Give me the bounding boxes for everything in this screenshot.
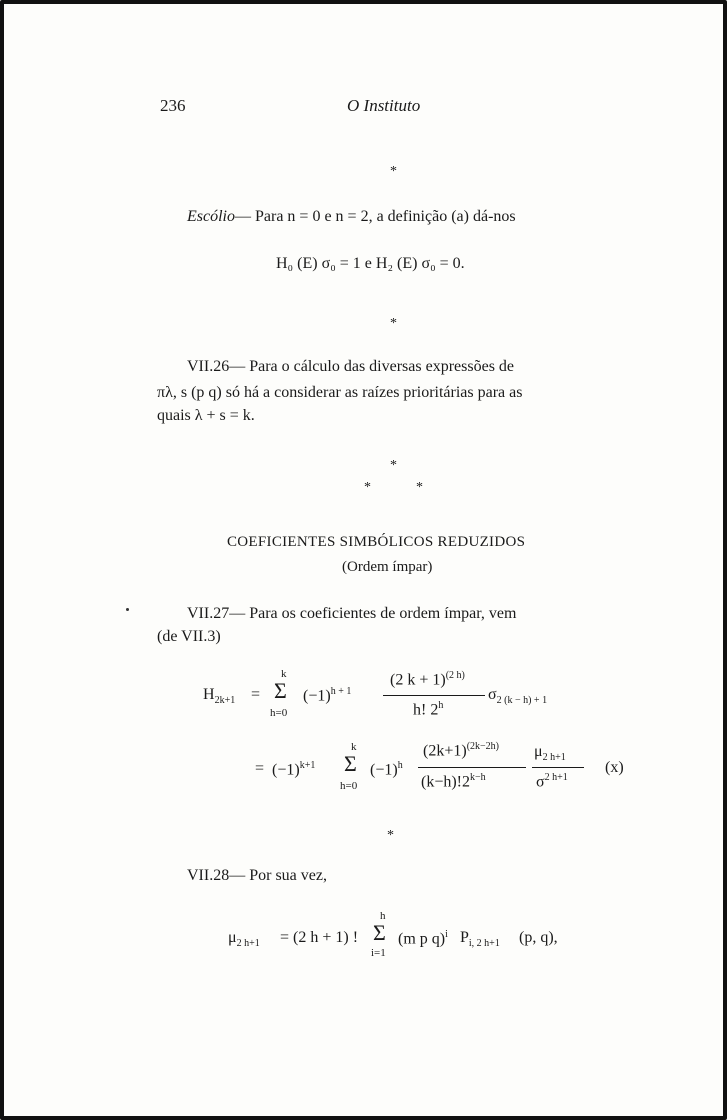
section-subtitle: (Ordem ímpar): [342, 559, 433, 575]
eq2-sum-sign: Σ: [344, 751, 357, 776]
eq2-sign-exponent: h: [397, 760, 403, 771]
vii27-text-1: — Para os coeficientes de ordem ímpar, vem: [229, 605, 517, 622]
escolio-paragraph: [187, 208, 627, 226]
eq2-fraction-bar-1: [418, 767, 526, 768]
eq2-mu-subscript: 2 h+1: [542, 752, 566, 764]
running-title: O Instituto: [347, 96, 421, 115]
eq2-denominator-exponent: k−h: [470, 772, 486, 783]
eq1-lhs: [203, 686, 235, 706]
eq1-denominator-exponent: h: [438, 700, 444, 711]
eq2-denominator: [421, 772, 486, 791]
margin-dot: [126, 608, 129, 611]
eq2-sign-base: (−1): [370, 761, 398, 779]
page-number: 236: [160, 96, 186, 115]
eq1-sum-sign: Σ: [274, 678, 287, 703]
vii26-number: VII.26: [187, 358, 230, 375]
eq1-numerator-exponent: (2 h): [445, 670, 465, 681]
eq3-sum-sign: Σ: [373, 920, 386, 945]
eq1-sign-base: (−1): [303, 687, 331, 705]
eq2-sign: [370, 760, 403, 779]
eq1-sign: [303, 686, 351, 705]
eq1-sigma-subscript: 2 (k − h) + 1: [496, 695, 548, 707]
separator-asterisk: *: [387, 828, 394, 843]
eq1-sum-upper: k: [281, 668, 287, 680]
vii26-line2: πλ, s (p q) só há a considerar as raízes prioritárias para as: [157, 384, 523, 401]
escolio-formula: H₀ (E) σ₀ = 1 e H₂ (E) σ₀ = 0.: [276, 255, 465, 272]
eq1-lhs-symbol: H: [203, 686, 215, 703]
eq1-denominator: [413, 700, 443, 719]
eq1-lhs-subscript: 2k+1: [214, 695, 236, 707]
eq1-sigma: [488, 686, 547, 706]
eq2-factor-base: (−1): [272, 761, 300, 779]
vii26-line3: quais λ + s = k.: [157, 407, 255, 424]
eq2-sum-upper: k: [351, 741, 357, 753]
eq1-equals: =: [251, 686, 261, 703]
eq3-mu: [228, 929, 260, 949]
escolio-text: — Para n = 0 e n = 2, a definição (a) dá-nos: [235, 208, 516, 225]
eq3-sum-upper: h: [380, 910, 386, 922]
vii28-text-1: — Por sua vez,: [229, 867, 327, 884]
eq3-p-subscript: i, 2 h+1: [468, 938, 500, 950]
eq3-sum-lower: i=1: [371, 947, 386, 959]
eq2-factor-exponent: k+1: [299, 760, 316, 771]
eq2-sigma-exponent: 2 h+1: [544, 772, 568, 783]
eq2-mu-symbol: μ: [534, 743, 543, 760]
eq1-numerator: [390, 670, 465, 689]
separator-asterisk: *: [390, 458, 397, 473]
eq3-p-symbol: P: [460, 929, 469, 946]
eq2-mu: [534, 743, 566, 763]
eq1-sum-lower: h=0: [270, 707, 288, 719]
eq2-denominator-base: (k−h)!2: [421, 773, 471, 791]
eq3-rhs: = (2 h + 1) !: [280, 929, 359, 946]
separator-asterisk: *: [390, 316, 397, 331]
eq3-p: [460, 929, 500, 949]
separator-asterisk: *: [416, 480, 423, 495]
vii27-number: VII.27: [187, 605, 230, 622]
eq2-numerator-base: (2k+1): [423, 742, 467, 760]
eq2-fraction-bar-2: [532, 767, 584, 768]
section-title: COEFICIENTES SIMBÓLICOS REDUZIDOS: [227, 534, 526, 550]
eq1-fraction-bar: [383, 695, 485, 696]
eq2-sum-lower: h=0: [340, 780, 358, 792]
separator-asterisk: *: [364, 480, 371, 495]
eq3-term: [398, 929, 448, 948]
eq3-term-exponent: i: [445, 929, 448, 940]
eq2-tag: (x): [605, 759, 624, 776]
eq3-term-base: (m p q): [398, 930, 446, 948]
separator-asterisk: *: [390, 164, 397, 179]
eq3-mu-symbol: μ: [228, 929, 237, 946]
vii26-text-1: — Para o cálculo das diversas expressões de: [229, 358, 515, 375]
vii28-number: VII.28: [187, 867, 230, 884]
eq2-numerator-exponent: (2k−2h): [466, 741, 499, 752]
vii27-line2: (de VII.3): [157, 628, 221, 645]
eq2-numerator: [423, 741, 499, 760]
eq1-sigma-symbol: σ: [488, 686, 497, 703]
eq3-tail: (p, q),: [519, 929, 558, 946]
vii26-line1: [187, 358, 627, 376]
vii27-line1: [187, 605, 627, 623]
eq1-denominator-base: h! 2: [413, 701, 439, 719]
eq2-equals: =: [255, 760, 265, 777]
eq2-sigma-symbol: σ: [536, 773, 545, 791]
escolio-label: Escólio: [187, 208, 235, 225]
eq2-factor: [272, 760, 315, 779]
eq3-mu-subscript: 2 h+1: [236, 938, 260, 950]
eq1-numerator-base: (2 k + 1): [390, 671, 446, 689]
vii28-line1: [187, 867, 327, 885]
eq2-sigma: [536, 772, 568, 791]
eq1-sign-exponent: h + 1: [330, 686, 352, 697]
